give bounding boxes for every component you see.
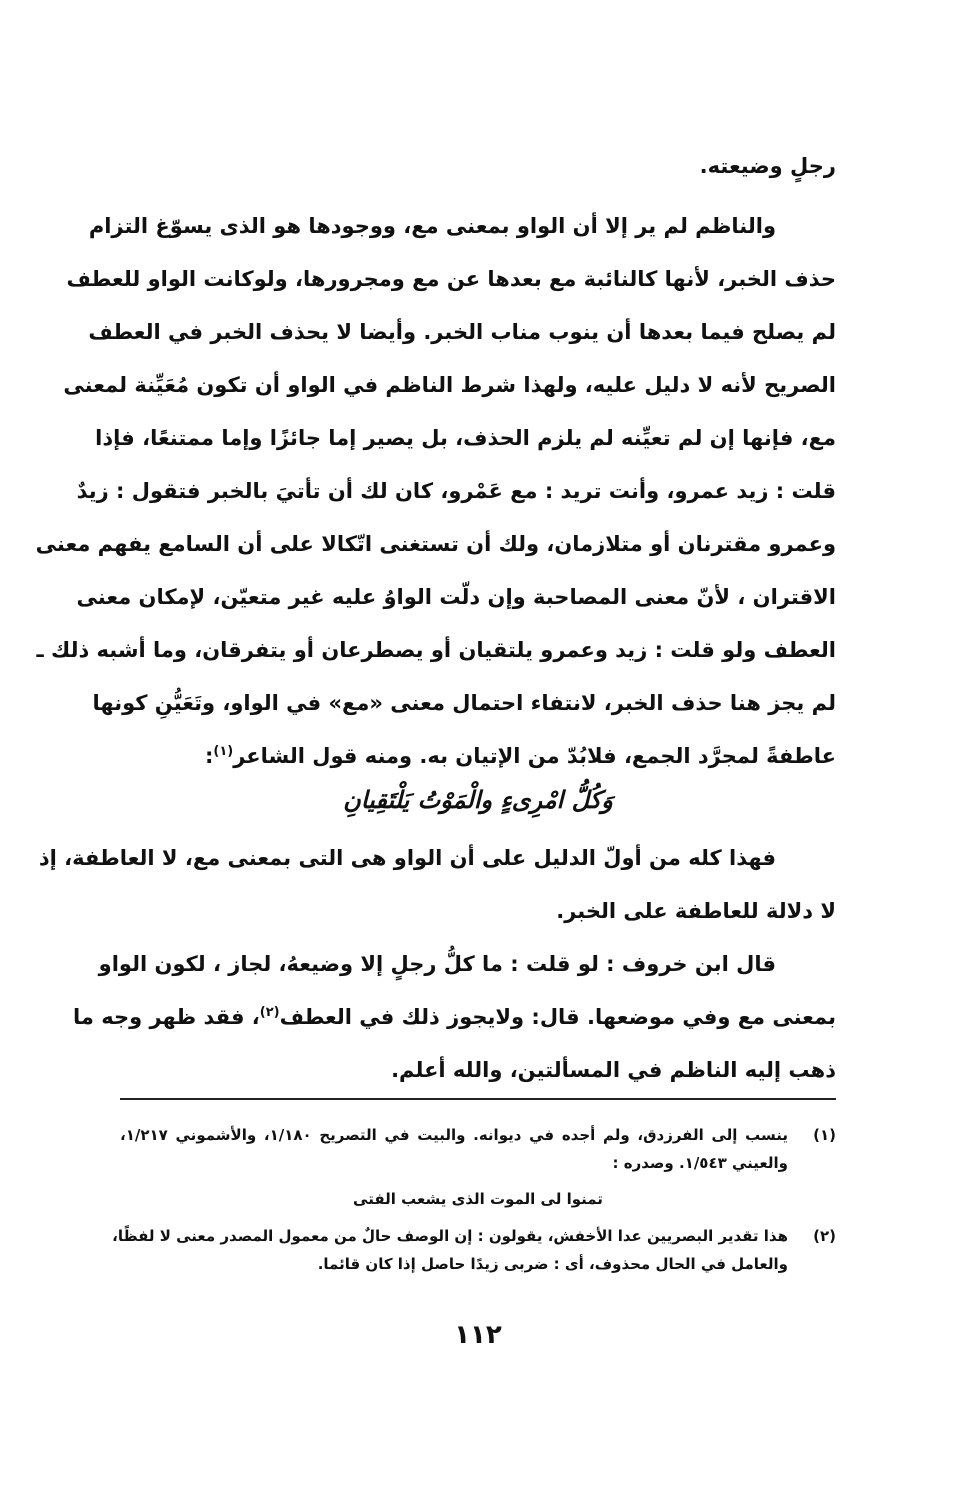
text-line: فهذا كله من أولّ الدليل على أن الواو هى التى بمعنى مع، لا العاطفة، إذ bbox=[38, 846, 776, 870]
text-span: : bbox=[204, 744, 214, 768]
text-line: لم يصلح فيما بعدها أن ينوب مناب الخبر. وأيضا لا يحذف الخبر في العطف bbox=[88, 320, 836, 344]
footnote-text: ينسب إلى الفرزدق، ولم أجده في ديوانه. والبيت في التصريح ١/١٨٠، والأشموني ١/٢١٧، bbox=[120, 1126, 788, 1144]
text-line bbox=[73, 1002, 836, 1032]
page-number: ١١٢ bbox=[454, 1320, 502, 1350]
text-line: والناظم لم ير إلا أن الواو بمعنى مع، ووجودها هو الذى يسوّغ التزام bbox=[88, 214, 776, 238]
text-line: قال ابن خروف : لو قلت : ما كلُّ رجلٍ إلا وضيعهُ، لجاز ، لكون الواو bbox=[98, 952, 776, 976]
text-line: رجلٍ وضيعته. bbox=[699, 154, 836, 178]
text-line: العطف ولو قلت : زيد وعمرو يلتقيان أو يصطرعان أو يتفرقان، وما أشبه ذلك ـ bbox=[36, 638, 836, 662]
footnote-ref: (٢) bbox=[259, 1005, 280, 1020]
text-span: ، فقد ظهر وجه ما bbox=[73, 1005, 260, 1029]
footnote-text: والعيني ١/٥٤٣. وصدره : bbox=[612, 1154, 788, 1172]
footnote-divider bbox=[120, 1098, 836, 1100]
text-line: ذهب إليه الناظم في المسألتين، والله أعلم. bbox=[391, 1058, 836, 1082]
text-line: قلت : زيد عمرو، وأنت تريد : مع عَمْرو، كان لك أن تأتيَ بالخبر فتقول : زيدٌ bbox=[76, 479, 836, 503]
footnote-ref: (١) bbox=[213, 744, 234, 759]
text-line: وعمرو مقترنان أو متلازمان، ولك أن تستغنى اتّكالا على أن السامع يفهم معنى bbox=[35, 532, 836, 556]
text-span: بمعنى مع وفي موضعها. قال: ولايجوز ذلك في العطف bbox=[279, 1005, 836, 1029]
footnote-text: هذا تقدير البصريين عدا الأخفش، يقولون : إن الوصف حالٌ من معمول المصدر معنى لا لفظًا، bbox=[112, 1227, 788, 1245]
footnote-number: (٢) bbox=[813, 1227, 836, 1245]
text-line: الصريح لأنه لا دليل عليه، ولهذا شرط الناظم في الواو أن تكون مُعَيِّنة لمعنى bbox=[63, 373, 836, 397]
text-line: لم يجز هنا حذف الخبر، لانتفاء احتمال معنى «مع» في الواو، وتَعَيُّنِ كونها bbox=[92, 691, 836, 715]
footnote-verse: تمنوا لى الموت الذى يشعب الفتى bbox=[353, 1190, 603, 1208]
text-line: الاقتران ، لأنّ معنى المصاحبة وإن دلّت الواوُ عليه غير متعيّن، لإمكان معنى bbox=[76, 585, 836, 609]
text-line: حذف الخبر، لأنها كالنائبة مع بعدها عن مع ومجرورها، ولوكانت الواو للعطف bbox=[66, 267, 836, 291]
text-line: لا دلالة للعاطفة على الخبر. bbox=[556, 899, 836, 923]
text-line: مع، فإنها إن لم تعيِّنه لم يلزم الحذف، بل يصير إما جائزًا وإما ممتنعًا، فإذا bbox=[95, 426, 836, 450]
footnote-text: والعامل في الحال محذوف، أى : ضربى زيدًا حاصل إذا كان قائما. bbox=[317, 1255, 788, 1273]
verse-line: وَكُلُّ امْرِىءٍ والْمَوْتُ يَلْتَقِيانِ bbox=[343, 785, 613, 814]
text-line bbox=[120, 741, 836, 771]
text-span: عاطفةً لمجرَّد الجمع، فلابُدّ من الإتيان به. ومنه قول الشاعر bbox=[233, 744, 836, 768]
footnote-number: (١) bbox=[813, 1126, 836, 1144]
